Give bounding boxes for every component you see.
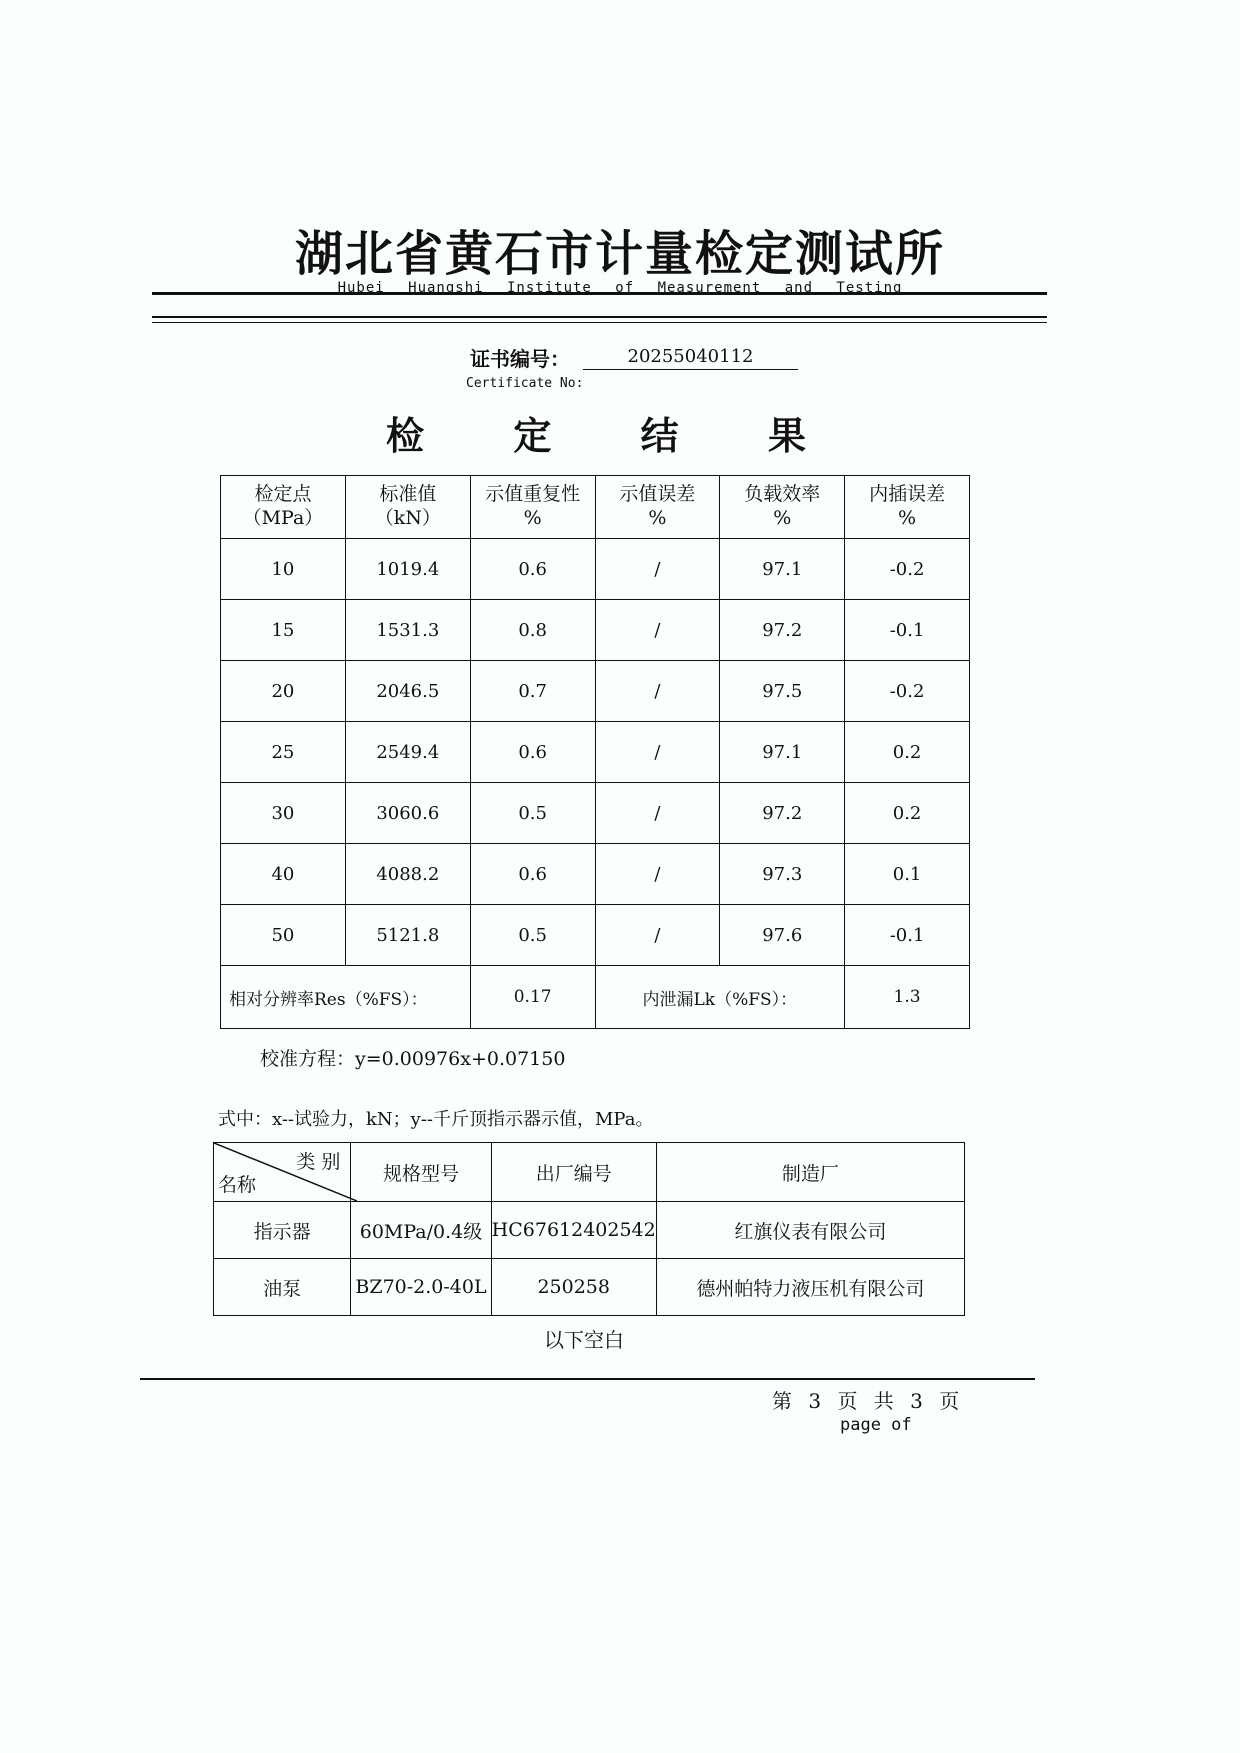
equipment-cell: 60MPa/0.4级: [351, 1202, 491, 1259]
equipment-cell: 红旗仪表有限公司: [656, 1202, 964, 1259]
results-cell: 0.1: [845, 844, 970, 905]
results-cell: 0.5: [470, 905, 595, 966]
results-cell: 0.6: [470, 844, 595, 905]
header-cell: 负载效率 %: [720, 476, 845, 539]
results-cell: 50: [221, 905, 346, 966]
results-cell: 0.2: [845, 722, 970, 783]
results-cell: 0.7: [470, 661, 595, 722]
results-cell: /: [595, 539, 720, 600]
equipment-header-row: [214, 1143, 965, 1202]
results-header-row: [221, 476, 970, 539]
equipment-cell: 油泵: [214, 1259, 351, 1316]
results-cell: 97.1: [720, 539, 845, 600]
institute-subtitle-en: Hubei Huangshi Institute of Measurement and Testing: [337, 280, 903, 296]
institute-title: 湖北省黄石市计量检定测试所: [294, 226, 945, 282]
results-cell: 97.3: [720, 844, 845, 905]
footer-rule: [140, 1378, 1035, 1380]
results-cell: -0.2: [845, 539, 970, 600]
results-cell: 97.1: [720, 722, 845, 783]
results-cell: 97.2: [720, 600, 845, 661]
results-cell: 97.5: [720, 661, 845, 722]
calibration-equation: 校准方程：y=0.00976x+0.07150: [260, 1048, 566, 1070]
results-cell: -0.1: [845, 600, 970, 661]
certificate-label: 证书编号：: [470, 347, 570, 371]
resolution-label: 相对分辨率Res（%FS）：: [221, 966, 471, 1029]
results-cell: 15: [221, 600, 346, 661]
results-cell: 30: [221, 783, 346, 844]
results-row: [221, 722, 970, 783]
results-cell: /: [595, 722, 720, 783]
certificate-label-en: Certificate No:: [466, 376, 584, 391]
results-row: [221, 783, 970, 844]
equipment-cell: 250258: [491, 1259, 656, 1316]
results-cell: 2549.4: [345, 722, 470, 783]
leakage-label: 内泄漏Lk（%FS）：: [595, 966, 845, 1029]
header-rule-thin: [152, 316, 1047, 318]
leakage-value: 1.3: [845, 966, 970, 1029]
header-cell: 标准值 （kN）: [345, 476, 470, 539]
results-row: [221, 905, 970, 966]
results-cell: 1531.3: [345, 600, 470, 661]
name-label: 名称: [218, 1174, 257, 1196]
results-cell: 0.8: [470, 600, 595, 661]
header-cell: 检定点 （MPa）: [221, 476, 346, 539]
header-cell: 制造厂: [656, 1143, 964, 1202]
results-cell: 2046.5: [345, 661, 470, 722]
results-cell: 10: [221, 539, 346, 600]
category-label: 类别: [296, 1151, 347, 1173]
results-row: [221, 539, 970, 600]
results-cell: 0.2: [845, 783, 970, 844]
header-rule-thin-2: [152, 322, 1047, 323]
resolution-value: 0.17: [470, 966, 595, 1029]
results-cell: 4088.2: [345, 844, 470, 905]
section-title: [386, 405, 806, 460]
results-cell: 25: [221, 722, 346, 783]
page-number-zh: 第 3 页 共 3 页: [772, 1389, 960, 1413]
equipment-row: [214, 1259, 965, 1316]
equation-note: 式中：x--试验力，kN；y--千斤顶指示器示值，MPa。: [218, 1109, 654, 1130]
results-cell: 97.6: [720, 905, 845, 966]
results-cell: /: [595, 600, 720, 661]
results-cell: /: [595, 905, 720, 966]
section-title-char: 检: [386, 414, 425, 458]
results-cell: -0.1: [845, 905, 970, 966]
results-cell: 40: [221, 844, 346, 905]
results-row: [221, 600, 970, 661]
certificate-number: 20255040112: [583, 346, 798, 370]
results-cell: /: [595, 783, 720, 844]
equipment-cell: HC67612402542: [491, 1202, 656, 1259]
results-cell: 0.6: [470, 539, 595, 600]
results-cell: 97.2: [720, 783, 845, 844]
section-title-char: 果: [767, 414, 806, 458]
results-cell: 0.5: [470, 783, 595, 844]
section-title-char: 定: [513, 414, 552, 458]
blank-below-note: 以下空白: [544, 1328, 624, 1352]
results-cell: /: [595, 844, 720, 905]
results-cell: -0.2: [845, 661, 970, 722]
results-cell: 1019.4: [345, 539, 470, 600]
header-cell: 示值误差 %: [595, 476, 720, 539]
results-table: [220, 475, 970, 1029]
results-cell: 3060.6: [345, 783, 470, 844]
results-cell: 20: [221, 661, 346, 722]
header-cell: 规格型号: [351, 1143, 491, 1202]
page-number-en: page of: [840, 1415, 912, 1435]
results-cell: 0.6: [470, 722, 595, 783]
results-cell: /: [595, 661, 720, 722]
header-cell: 示值重复性 %: [470, 476, 595, 539]
results-row: [221, 844, 970, 905]
equipment-row: [214, 1202, 965, 1259]
header-cell: 内插误差 %: [845, 476, 970, 539]
diagonal-header-cell: [214, 1143, 351, 1202]
results-cell: 5121.8: [345, 905, 470, 966]
equipment-cell: BZ70-2.0-40L: [351, 1259, 491, 1316]
equipment-cell: 德州帕特力液压机有限公司: [656, 1259, 964, 1316]
equipment-cell: 指示器: [214, 1202, 351, 1259]
results-footer-row: [221, 966, 970, 1029]
results-row: [221, 661, 970, 722]
equipment-table: [213, 1142, 965, 1316]
section-title-char: 结: [640, 414, 679, 458]
header-cell: 出厂编号: [491, 1143, 656, 1202]
